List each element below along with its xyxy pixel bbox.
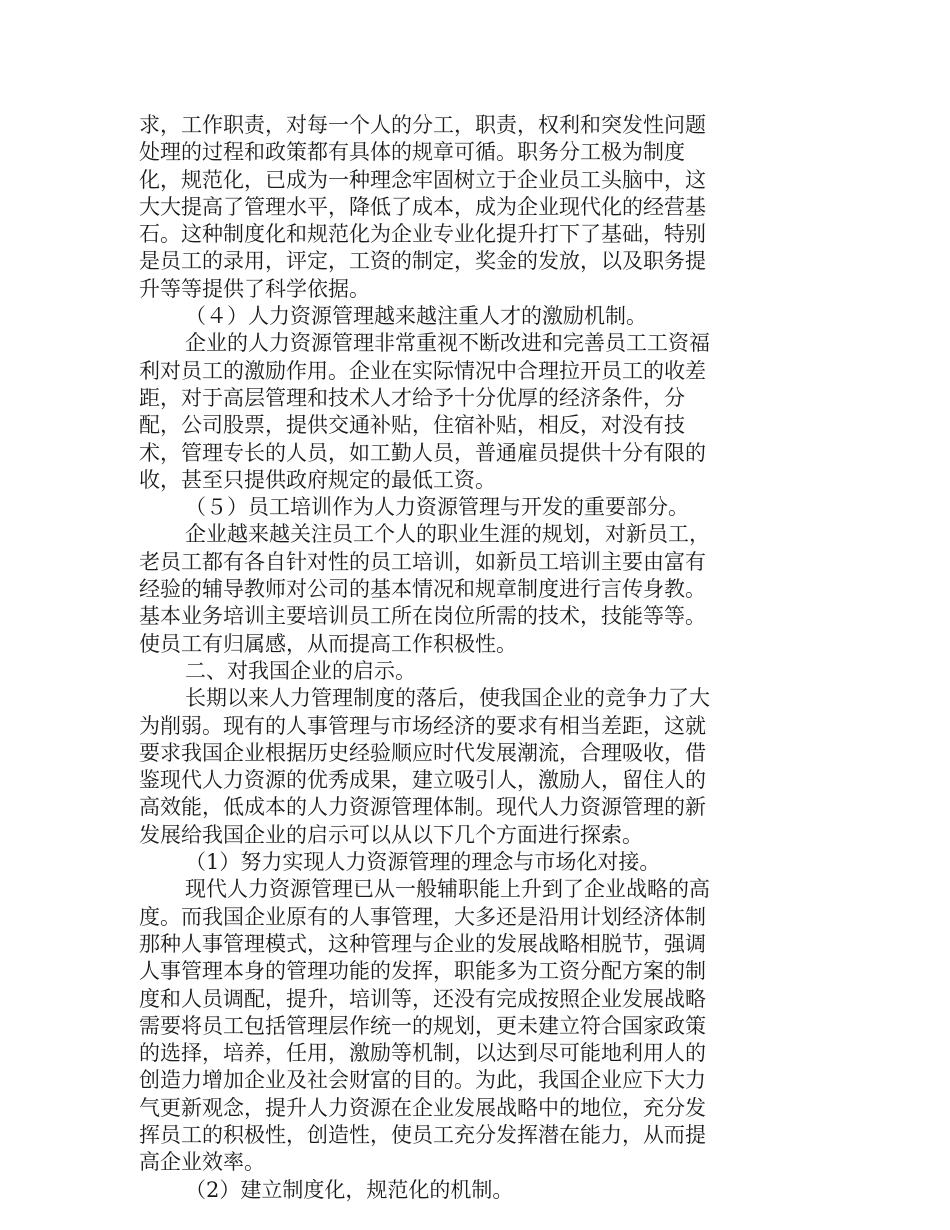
text-line: （2）建立制度化，规范化的机制。 bbox=[185, 1177, 514, 1202]
text-line: 创造力增加企业及社会财富的目的。为此，我国企业应下大力 bbox=[139, 1068, 706, 1093]
text-line: 人事管理本身的管理功能的发挥，职能多为工资分配方案的制 bbox=[139, 959, 706, 984]
text-line: （５）员工培训作为人力资源管理与开发的重要部分。 bbox=[185, 495, 689, 520]
text-line: 要求我国企业根据历史经验顺应时代发展潮流，合理吸收，借 bbox=[139, 740, 706, 765]
text-line: 术，管理专长的人员，如工勤人员，普通雇员提供十分有限的 bbox=[139, 440, 706, 465]
text-line: 度。而我国企业原有的人事管理，大多还是沿用计划经济体制 bbox=[139, 904, 706, 929]
text-line: 处理的过程和政策都有具体的规章可循。职务分工极为制度 bbox=[139, 140, 685, 165]
text-line: 高效能，低成本的人力资源管理体制。现代人力资源管理的新 bbox=[139, 795, 706, 820]
text-line: 高企业效率。 bbox=[139, 1150, 265, 1175]
text-line: 度和人员调配，提升，培训等，还没有完成按照企业发展战略 bbox=[139, 986, 706, 1011]
text-line: 配，公司股票，提供交通补贴，住宿补贴，相反，对没有技 bbox=[139, 413, 685, 438]
text-line: 为削弱。现有的人事管理与市场经济的要求有相当差距，这就 bbox=[139, 713, 706, 738]
text-line: 老员工都有各自针对性的员工培训，如新员工培训主要由富有 bbox=[139, 549, 706, 574]
text-line: 使员工有归属感，从而提高工作积极性。 bbox=[139, 631, 517, 656]
document-page bbox=[139, 112, 739, 1204]
text-line: 那种人事管理模式，这种管理与企业的发展战略相脱节，强调 bbox=[139, 931, 706, 956]
text-line: 是员工的录用，评定，工资的制定，奖金的发放，以及职务提 bbox=[139, 249, 706, 274]
text-line: 需要将员工包括管理层作统一的规划，更未建立符合国家政策 bbox=[139, 1013, 706, 1038]
text-line: 大大提高了管理水平，降低了成本，成为企业现代化的经营基 bbox=[139, 194, 706, 219]
text-line: 利对员工的激励作用。企业在实际情况中合理拉开员工的收差 bbox=[139, 358, 706, 383]
text-line: （1）努力实现人力资源管理的理念与市场化对接。 bbox=[185, 850, 661, 875]
text-line: 升等等提供了科学依据。 bbox=[139, 276, 370, 301]
text-line: 求，工作职责，对每一个人的分工，职责，权利和突发性问题 bbox=[139, 113, 706, 137]
text-line: 经验的辅导教师对公司的基本情况和规章制度进行言传身教。 bbox=[139, 577, 706, 602]
text-line: 鉴现代人力资源的优秀成果，建立吸引人，激励人，留住人的 bbox=[139, 768, 706, 793]
text-line: 气更新观念，提升人力资源在企业发展战略中的地位，充分发 bbox=[139, 1095, 706, 1120]
text-line: 距，对于高层管理和技术人才给予十分优厚的经济条件，分 bbox=[139, 385, 685, 410]
text-line: 二、对我国企业的启示。 bbox=[185, 658, 416, 683]
text-line: 石。这种制度化和规范化为企业专业化提升打下了基础，特别 bbox=[139, 222, 706, 247]
text-line: 长期以来人力管理制度的落后，使我国企业的竞争力了大 bbox=[185, 686, 710, 711]
text-line: 化，规范化，已成为一种理念牢固树立于企业员工头脑中，这 bbox=[139, 167, 706, 192]
text-line: 现代人力资源管理已从一般辅职能上升到了企业战略的高 bbox=[185, 877, 710, 902]
text-line: 企业越来越关注员工个人的职业生涯的规划，对新员工， bbox=[185, 522, 710, 547]
text-line: 的选择，培养，任用，激励等机制，以达到尽可能地利用人的 bbox=[139, 1041, 706, 1066]
text-line: 挥员工的积极性，创造性，使员工充分发挥潜在能力，从而提 bbox=[139, 1122, 706, 1147]
text-line: 企业的人力资源管理非常重视不断改进和完善员工工资福 bbox=[185, 331, 710, 356]
text-line: （４）人力资源管理越来越注重人才的激励机制。 bbox=[185, 304, 647, 329]
text-line: 发展给我国企业的启示可以从以下几个方面进行探索。 bbox=[139, 822, 643, 847]
text-line: 收，甚至只提供政府规定的最低工资。 bbox=[139, 467, 496, 492]
text-line: 基本业务培训主要培训员工所在岗位所需的技术，技能等等。 bbox=[139, 604, 706, 629]
